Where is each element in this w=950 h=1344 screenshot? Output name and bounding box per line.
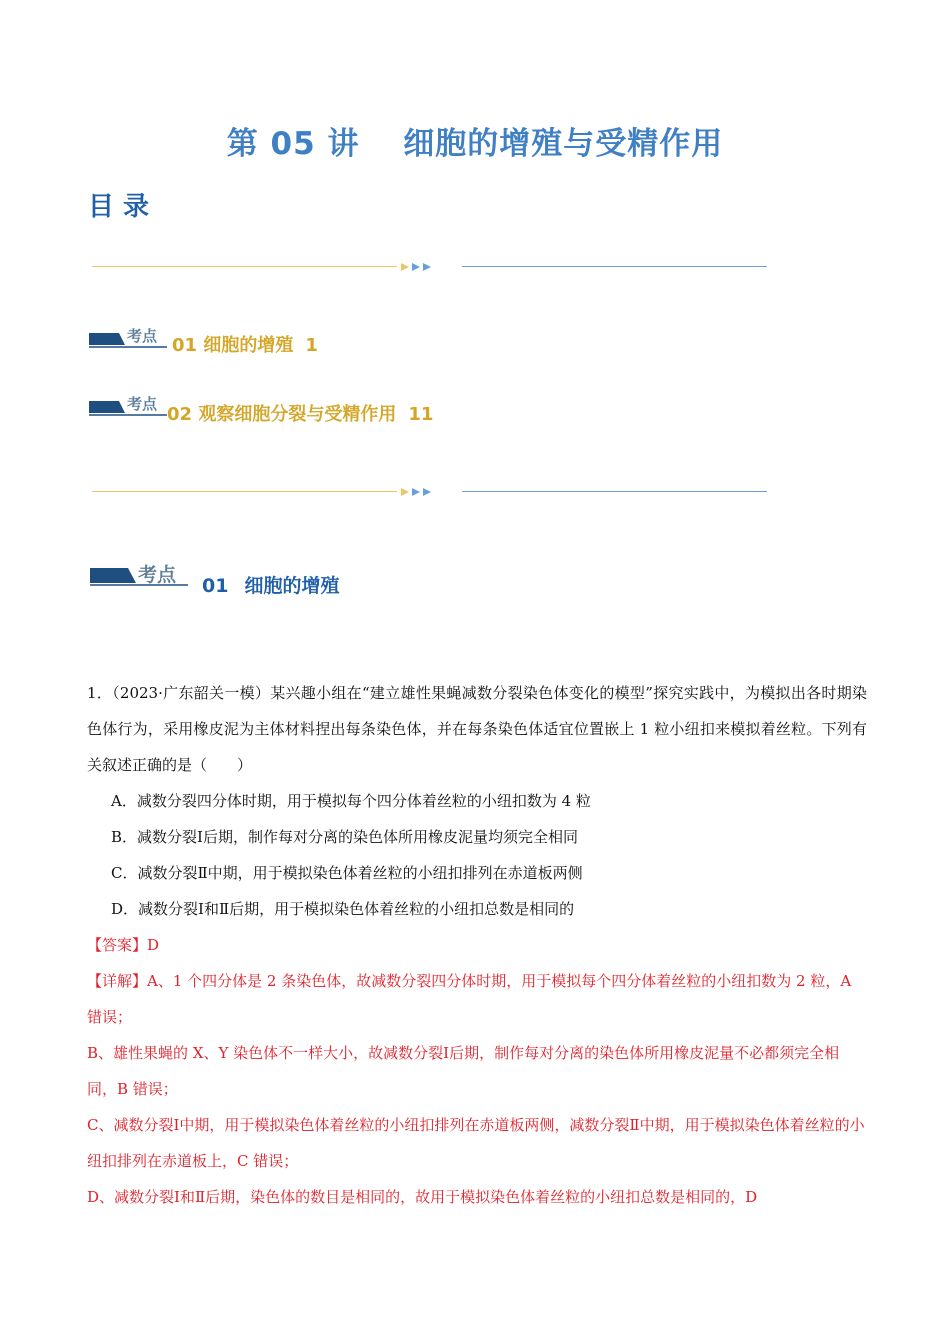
answer-value: D (147, 936, 160, 954)
divider-line-right (462, 491, 767, 492)
detail-c: C、减数分裂Ⅰ中期，用于模拟染色体着丝粒的小纽扣排列在赤道板两侧，减数分裂Ⅱ中期，用于模拟染色体着丝粒的小纽扣排列在赤道板上，C 错误； (87, 1116, 865, 1170)
section-heading (202, 571, 339, 598)
section-badge (90, 563, 190, 589)
toc-badge-1 (89, 329, 169, 351)
toc-item-label: 02 观察细胞分裂与受精作用 (167, 404, 397, 425)
section-title: 细胞的增殖 (244, 575, 340, 597)
option-d: D．减数分裂Ⅰ和Ⅱ后期，用于模拟染色体着丝粒的小纽扣总数是相同的 (111, 900, 575, 918)
triple-arrow-icon (401, 261, 441, 273)
answer-tag: 【答案】 (87, 936, 148, 954)
toc-badge-2 (89, 397, 169, 419)
section-number: 01 (202, 575, 229, 597)
divider-line-left (92, 491, 397, 492)
detail-tag: 【详解】 (87, 972, 148, 990)
detail-d: D、减数分裂Ⅰ和Ⅱ后期，染色体的数目是相同的，故用于模拟染色体着丝粒的小纽扣总数是相同的，D (87, 1188, 758, 1206)
badge-label: 考点 (127, 327, 158, 345)
badge-label: 考点 (138, 564, 177, 586)
divider-line-right (462, 266, 767, 267)
option-c: C．减数分裂Ⅱ中期，用于模拟染色体着丝粒的小纽扣排列在赤道板两侧 (111, 864, 583, 882)
detail-a (87, 963, 867, 1035)
toc-divider-top (92, 261, 767, 273)
toc-item-label: 01 细胞的增殖 (172, 335, 294, 356)
badge-label: 考点 (127, 395, 158, 413)
divider-line-left (92, 266, 397, 267)
option-b: B．减数分裂Ⅰ后期，制作每对分离的染色体所用橡皮泥量均须完全相同 (111, 828, 578, 846)
toc-item-2[interactable] (167, 400, 433, 426)
toc-heading: 目 录 (88, 192, 150, 222)
toc-divider-bottom (92, 486, 767, 498)
question-stem: 1．（2023·广东韶关一模）某兴趣小组在“建立雄性果蝇减数分裂染色体变化的模型”探究实践中，为模拟出各时期染色体行为，采用橡皮泥为主体材料捏出每条染色体，并在每条染色体适宜位置嵌上 1 粒小纽扣来模拟着丝粒。下列有关叙述正确的是（ ） (87, 684, 867, 774)
toc-item-page: 11 (408, 404, 434, 425)
answer-line (87, 927, 867, 963)
toc-item-page: 1 (305, 335, 318, 356)
question-block (87, 675, 867, 1215)
detail-b: B、雄性果蝇的 X、Y 染色体不一样大小，故减数分裂Ⅰ后期，制作每对分离的染色体所用橡皮泥量不必都须完全相同，B 错误； (87, 1044, 840, 1098)
detail-text: A、1 个四分体是 2 条染色体，故减数分裂四分体时期，用于模拟每个四分体着丝粒的小纽扣数为 2 粒，A 错误； (87, 972, 852, 1026)
page-title: 第 05 讲 细胞的增殖与受精作用 (226, 126, 724, 162)
toc-item-1[interactable] (172, 331, 318, 357)
triple-arrow-icon (401, 486, 441, 498)
option-a: A．减数分裂四分体时期，用于模拟每个四分体着丝粒的小纽扣数为 4 粒 (111, 792, 591, 810)
